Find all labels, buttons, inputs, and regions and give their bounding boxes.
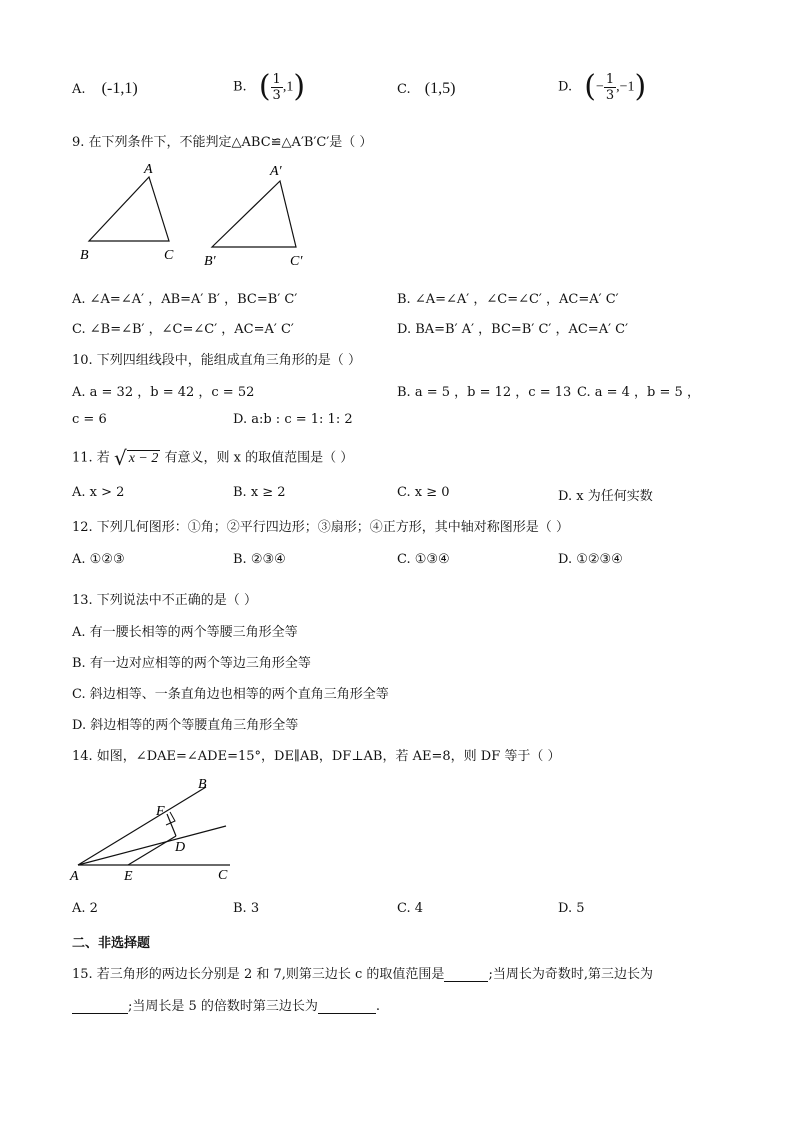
label-c: C xyxy=(218,868,228,883)
q8-b-denominator: 3 xyxy=(272,87,281,103)
label-a: A xyxy=(70,869,79,884)
q10-option-d: D. a:b : c = 1: 1: 2 xyxy=(233,412,353,427)
q8-option-b xyxy=(233,69,306,104)
q9-stem: 9. 在下列条件下，不能判定△ABC≌△A′B′C′是（ ） xyxy=(72,135,373,150)
q8-d-fraction xyxy=(604,73,616,102)
q13-option-d: D. 斜边相等的两个等腰直角三角形全等 xyxy=(72,718,299,733)
q13-option-c: C. 斜边相等、一条直角边也相等的两个直角三角形全等 xyxy=(72,687,389,702)
q10-option-c-continued: c = 6 xyxy=(72,412,107,427)
q8-b-label: B. xyxy=(233,79,247,95)
q11-option-a: A. x > 2 xyxy=(72,485,125,500)
q12-option-a: A. ①②③ xyxy=(72,552,125,567)
q8-d-sign: − xyxy=(595,79,604,95)
line-df xyxy=(167,814,176,836)
q15-line1-post: ;当周长为奇数时,第三边长为 xyxy=(488,967,653,982)
q9-figure xyxy=(72,155,332,275)
radical-sign-icon: √ xyxy=(113,446,127,470)
q8-b-paren-close: ) xyxy=(293,69,306,104)
q13-option-a: A. 有一腰长相等的两个等腰三角形全等 xyxy=(72,625,298,640)
q9-option-a: A. ∠A=∠A′ ，AB=A′ B′ ，BC=B′ C′ xyxy=(72,292,298,307)
section-title: 二、非选择题 xyxy=(72,936,151,951)
label-d: D xyxy=(175,840,186,855)
q14-option-b: B. 3 xyxy=(233,901,260,916)
triangle-a2b2c2 xyxy=(212,181,296,247)
q8-b-fraction xyxy=(271,73,283,102)
q11-stem-pre: 11. 若 xyxy=(72,450,110,466)
q11-radicand: x − 2 xyxy=(128,450,159,466)
q12-option-d: D. ①②③④ xyxy=(558,552,623,567)
q15-line1-pre: 15. 若三角形的两边长分别是 2 和 7,则第三边长 c 的取值范围是 xyxy=(72,967,445,982)
label-b: B xyxy=(80,248,89,263)
label-b-prime: B′ xyxy=(204,254,216,269)
q8-d-rest: ,−1 xyxy=(616,79,635,95)
q11-stem xyxy=(72,446,353,470)
q14-option-a: A. 2 xyxy=(72,901,98,916)
q11-stem-post: 有意义，则 x 的取值范围是（ ） xyxy=(164,450,354,466)
q9-option-b: B. ∠A=∠A′ ，∠C=∠C′ ，AC=A′ C′ xyxy=(397,292,619,307)
q8-d-numerator: 1 xyxy=(605,71,615,87)
label-a-prime: A′ xyxy=(270,164,282,179)
q15-blank-odd[interactable] xyxy=(72,1013,128,1014)
q12-option-b: B. ②③④ xyxy=(233,552,286,567)
label-f: F xyxy=(156,804,165,819)
q14-figure xyxy=(66,772,246,890)
q13-option-b: B. 有一边对应相等的两个等边三角形全等 xyxy=(72,656,311,671)
q8-d-paren-open: ( xyxy=(584,69,596,104)
q8-c-value: (1,5) xyxy=(424,80,456,97)
q11-option-d: D. x 为任何实数 xyxy=(558,489,653,504)
q15-blank-range[interactable] xyxy=(444,981,488,982)
q12-stem: 12. 下列几何图形：①角；②平行四边形；③扇形；④正方形，其中轴对称图形是（ ） xyxy=(72,520,569,535)
q8-d-paren-close: ) xyxy=(634,69,647,104)
q12-option-c: C. ①③④ xyxy=(397,552,450,567)
q8-c-label: C. xyxy=(397,82,411,97)
label-a: A xyxy=(144,162,153,177)
q11-option-b: B. x ≥ 2 xyxy=(233,485,286,500)
sqrt-expression xyxy=(114,446,160,470)
q8-d-denominator: 3 xyxy=(605,87,615,103)
q8-option-a xyxy=(72,80,138,98)
q14-option-d: D. 5 xyxy=(558,901,585,916)
q8-option-c xyxy=(397,80,455,98)
label-b: B xyxy=(198,777,207,792)
q14-option-c: C. 4 xyxy=(397,901,424,916)
q10-option-a: A. a = 32 ，b = 42 ，c = 52 xyxy=(72,385,255,400)
q15-blank-multiple5[interactable] xyxy=(318,1013,376,1014)
q8-a-value: (-1,1) xyxy=(101,80,138,97)
q14-stem: 14. 如图，∠DAE=∠ADE=15°，DE∥AB，DF⊥AB，若 AE=8，则 DF 等于（ ） xyxy=(72,749,561,764)
line-ad xyxy=(78,826,226,865)
q8-option-d xyxy=(558,69,647,104)
q9-option-c: C. ∠B=∠B′ ，∠C=∠C′ ，AC=A′ C′ xyxy=(72,322,294,337)
q8-b-paren-open: ( xyxy=(258,69,271,104)
q10-option-c: C. a = 4 ，b = 5 ， xyxy=(577,385,700,400)
q10-option-b: B. a = 5 ，b = 12 ，c = 13 xyxy=(397,385,572,400)
q15-line2 xyxy=(72,995,380,1014)
q15-line1 xyxy=(72,963,653,982)
q13-stem: 13. 下列说法中不正确的是（ ） xyxy=(72,593,257,608)
q15-line2-mid: ;当周长是 5 的倍数时第三边长为 xyxy=(128,999,318,1014)
q11-option-c: C. x ≥ 0 xyxy=(397,485,450,500)
label-c-prime: C′ xyxy=(290,254,303,269)
q8-a-label: A. xyxy=(72,82,86,97)
q8-d-label: D. xyxy=(558,79,573,95)
label-c: C xyxy=(164,248,174,263)
line-ab xyxy=(78,787,206,865)
q8-b-numerator: 1 xyxy=(272,71,281,87)
q9-option-d: D. BA=B′ A′ ，BC=B′ C′ ，AC=A′ C′ xyxy=(397,322,629,337)
q15-line2-end: . xyxy=(375,999,381,1014)
q8-b-rest: ,1 xyxy=(282,79,294,95)
triangle-abc xyxy=(89,177,169,241)
q10-stem: 10. 下列四组线段中，能组成直角三角形的是（ ） xyxy=(72,353,361,368)
label-e: E xyxy=(124,869,133,884)
